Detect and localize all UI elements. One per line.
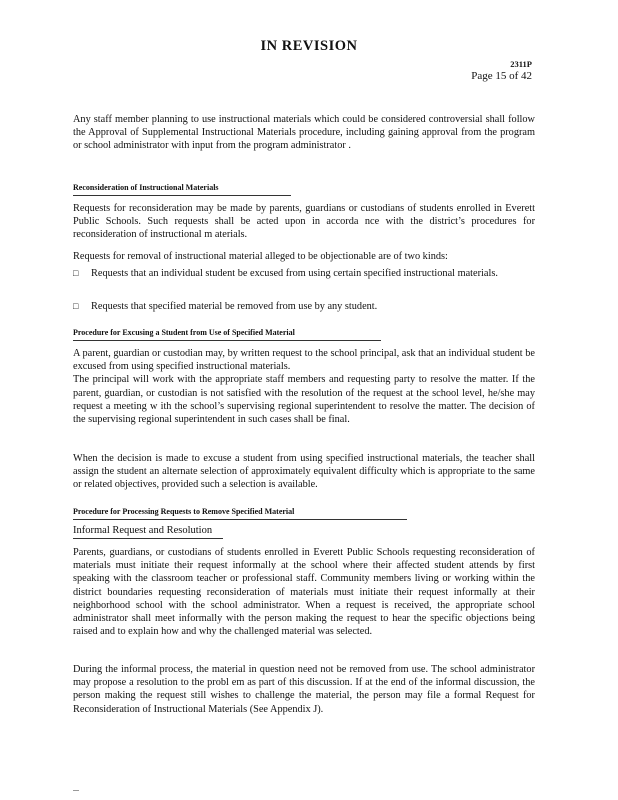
footer-dash <box>73 790 79 791</box>
checkbox-bullet-icon: □ <box>73 268 79 278</box>
list-item <box>73 267 535 280</box>
informal-request-text: Parents, guardians, or custodians of students enrolled in Everett Public Schools requesting reconsideration of materials must initiate their request informally at the school where their affected student attends by first speaking with the classroom teacher or professional staff. Community members living or working within the district boundaries requesting reconsideration of materials must initiate their request informally at their neighborhood school with the school administrator. When a request is received, the appropriate school administrator shall meet informally with the person making the request to hear the specific objections being raised and to explain how and why the challenged material was selected. <box>73 547 535 638</box>
intro-text: Any staff member planning to use instructional materials which could be considered controversial shall follow the Approval of Supplemental Instructional Materials procedure, including gaining approval from the program or school administrator with input from the program administrator . <box>73 114 535 152</box>
bullet-text: Requests that an individual student be excused from using certain specified instructional materials. <box>91 268 498 279</box>
list-item <box>73 300 535 313</box>
intro-paragraph <box>73 113 535 153</box>
informal-request-paragraph <box>73 546 535 638</box>
informal-process-paragraph <box>73 663 535 716</box>
alternate-selection-paragraph <box>73 452 535 492</box>
section-heading-removal: Procedure for Processing Requests to Remove Specified Material <box>73 507 407 520</box>
informal-process-text: During the informal process, the material in question need not be removed from use. The school administrator may propose a resolution to the probl em as part of this discussion. If at the end of the informal discussion, the person making the request still wishes to challenge the material, the person may file a formal Request for Reconsideration of Instructional Materials (See Appendix J). <box>73 664 535 715</box>
section-heading-excusing: Procedure for Excusing a Student from Use of Specified Material <box>73 328 381 341</box>
policy-code: 2311P <box>510 59 532 69</box>
checkbox-bullet-icon: □ <box>73 301 79 311</box>
reconsideration-text: Requests for reconsideration may be made by parents, guardians or custodians of students enrolled in Everett Public Schools. Such requests shall be acted upon in accorda nce with the district’s procedures for reconsideration of instructional m aterials. <box>73 203 535 241</box>
subheading-informal-request: Informal Request and Resolution <box>73 525 223 539</box>
removal-kinds-paragraph <box>73 250 535 263</box>
bullet-text: Requests that specified material be removed from use by any student. <box>91 301 378 312</box>
excusing-principal-text: The principal will work with the appropriate staff members and requesting party to resolve the matter. If the parent, guardian, or custodian is not satisfied with the resolution of the request at the school level, he/she may request a meeting w ith the school’s supervising regional superintendent to resolve the matter. The decision of the supervising regional superintendent in such cases shall be final. <box>73 374 535 426</box>
page-title: IN REVISION <box>260 38 358 54</box>
section-heading-reconsideration: Reconsideration of Instructional Materials <box>73 183 291 196</box>
removal-kinds-text: Requests for removal of instructional material alleged to be objectionable are of two kinds: <box>73 251 448 262</box>
excusing-request-text: A parent, guardian or custodian may, by written request to the school principal, ask that an individual student be excused from using specified instructional materials. <box>73 348 535 373</box>
excusing-paragraph <box>73 347 535 426</box>
reconsideration-paragraph <box>73 202 535 242</box>
page-number: Page 15 of 42 <box>471 70 532 82</box>
alternate-selection-text: When the decision is made to excuse a student from using specified instructional materials, the teacher shall assign the student an alternate selection of approximately equivalent difficulty which is appropriate to the same or related objectives, provided such a selection is available. <box>73 453 535 491</box>
